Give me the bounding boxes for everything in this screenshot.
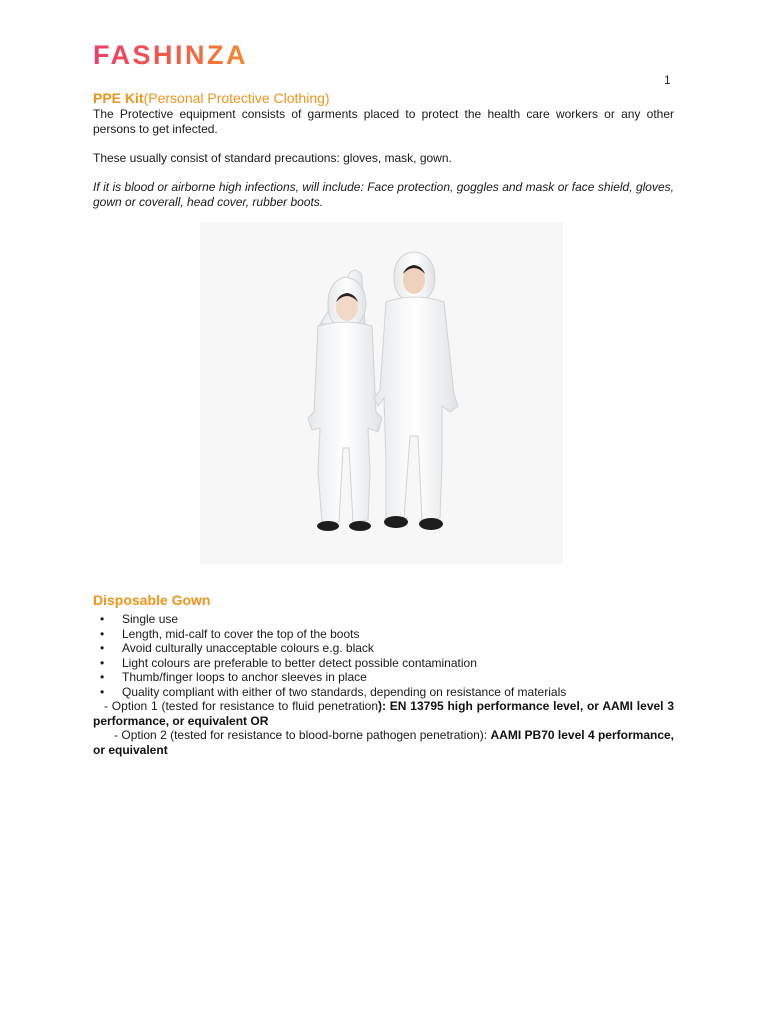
- bullet-icon: •: [100, 655, 105, 670]
- section-title-ppe-kit: [93, 90, 330, 106]
- bullet-icon: •: [100, 626, 105, 641]
- bullet-icon: •: [100, 684, 105, 699]
- person-right-figure: [374, 252, 458, 530]
- bullet-icon: •: [100, 641, 105, 655]
- ppe-coverall-illustration: [200, 222, 563, 564]
- person-left-figure: [308, 270, 382, 531]
- section-heading-disposable-gown: Disposable Gown: [93, 592, 211, 608]
- list-item: • Single use: [100, 612, 179, 626]
- ppe-coverall-photo: [200, 222, 563, 564]
- option-2-text: [93, 728, 674, 757]
- option-1-text: [93, 699, 674, 728]
- list-item: • Quality compliant with either of two standards, depending on resistance of materials: [100, 684, 567, 699]
- option-1-bold: ): EN 13795 high performance level, or AAMI level 3 performance, or equivalent OR: [93, 699, 674, 728]
- intro-paragraph-2: These usually consist of standard precautions: gloves, mask, gown.: [93, 151, 452, 165]
- page-number: 1: [664, 73, 671, 87]
- option-2-plain: - Option 2 (tested for resistance to blood-borne pathogen penetration):: [114, 728, 491, 742]
- bullet-icon: •: [100, 612, 105, 626]
- title-subtitle: (Personal Protective Clothing): [143, 90, 330, 106]
- bullet-icon: •: [100, 670, 105, 684]
- list-item: • Light colours are preferable to better detect possible contamination: [100, 655, 477, 670]
- brand-logo: FASHINZA: [93, 40, 248, 70]
- list-item: • Thumb/finger loops to anchor sleeves in place: [100, 670, 367, 684]
- option-2-bold: AAMI PB70 level 4 performance, or equivalent: [93, 728, 675, 757]
- intro-paragraph-3: If it is blood or airborne high infections, will include: Face protection, goggles and mask or face shield, gloves, gown or coverall, head cover, rubber boots.: [93, 180, 674, 209]
- list-item: • Length, mid-calf to cover the top of the boots: [100, 626, 360, 641]
- option-1-plain: - Option 1 (tested for resistance to fluid penetration: [104, 699, 378, 713]
- title-bold: PPE Kit: [93, 90, 144, 106]
- list-item: • Avoid culturally unacceptable colours e.g. black: [100, 641, 374, 655]
- intro-paragraph-1: The Protective equipment consists of garments placed to protect the health care workers or any other persons to get infected.: [93, 107, 674, 136]
- gown-requirements-list: [93, 612, 674, 699]
